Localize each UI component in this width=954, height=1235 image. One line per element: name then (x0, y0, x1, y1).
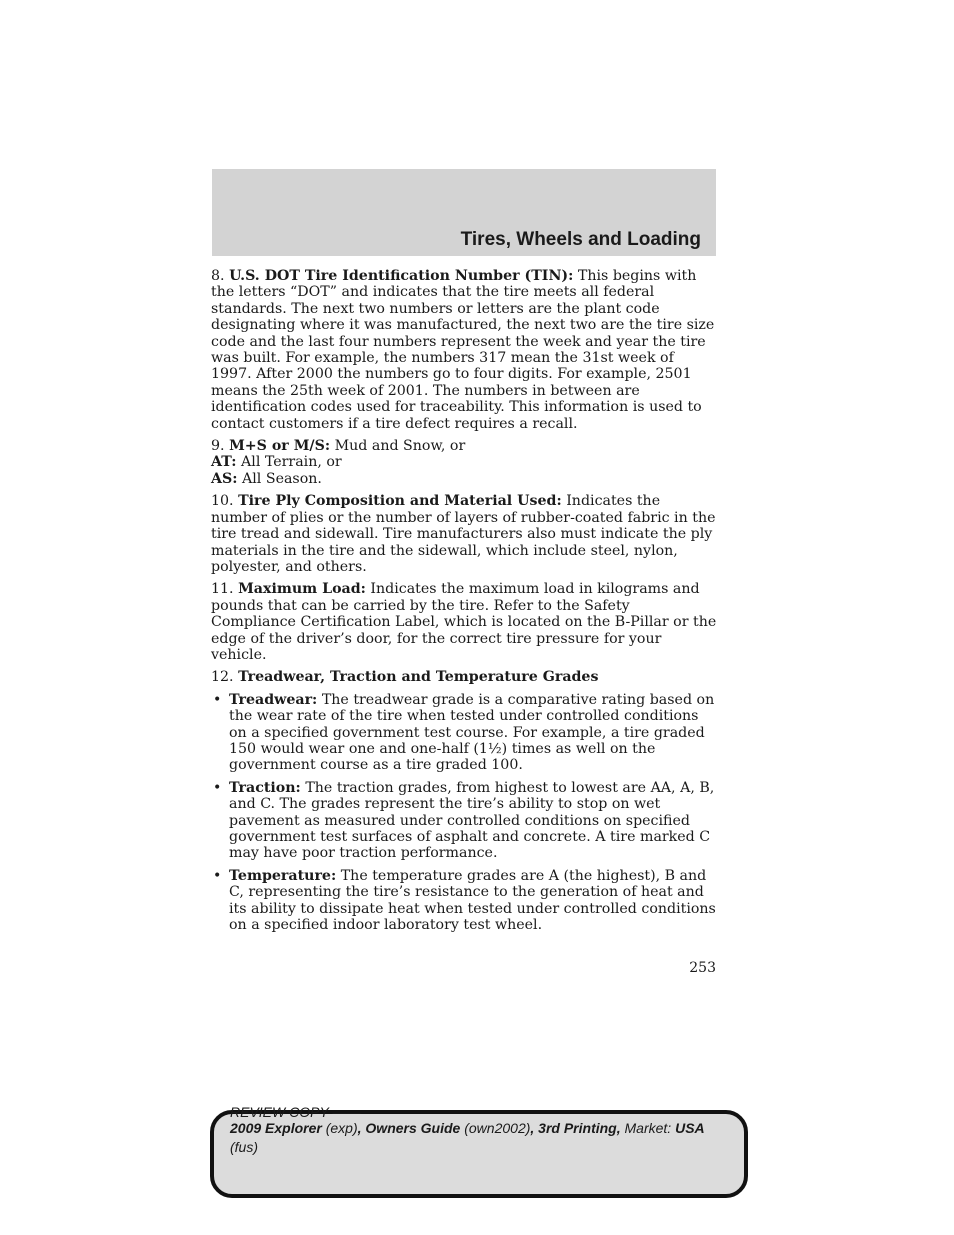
item-text: This begins with the letters “DOT” and indicates that the tire meets all federal standards. The next two numbers or letters are the plant code designating where it was manufactured, the next two are the tire size code and the last four numbers represent the week and year the tire was built. For example, the numbers 317 mean the 31st week of 1997. After 2000 the numbers go to four digits. For example, 2501 means the 25th week of 2001. The numbers in between are identification codes used for traceability. This information is used to contact customers if a tire defect requires a recall. (211, 268, 715, 432)
bullet-label: Temperature: (229, 867, 337, 884)
item-text: Indicates the number of plies or the number of layers of rubber-coated fabric in the tire tread and sidewall. Tire manufacturers also must indicate the ply materials in the tire and the sidewall, which include steel, nylon, polyester, and others. (211, 493, 716, 575)
item-8 (211, 268, 717, 432)
bullet-icon: • (213, 867, 222, 884)
item-11 (211, 581, 717, 663)
bullet-text: The traction grades, from highest to lowest are AA, A, B, and C. The grades represent the tire’s ability to stop on wet pavement as measured under controlled conditions on specified government test surfaces of asphalt and concrete. A tire marked C may have poor traction performance. (229, 779, 715, 862)
page-number: 253 (689, 960, 716, 976)
footer-model: 2009 Explorer (230, 1120, 322, 1136)
item-10 (211, 493, 717, 575)
item-number: 9. (211, 438, 225, 455)
item-label: U.S. DOT Tire Identification Number (TIN): (229, 268, 574, 284)
section-title: Tires, Wheels and Loading (460, 229, 701, 250)
section-header-band (212, 169, 716, 256)
review-copy-label: REVIEW COPY —— (230, 1104, 361, 1120)
bullet-label: Treadwear: (229, 691, 318, 708)
ms-text: Mud and Snow, or (334, 438, 466, 455)
item-12 (211, 669, 717, 685)
as-label: AS: (211, 470, 238, 487)
bullet-text: The treadwear grade is a comparative rating based on the wear rate of the tire when tested under controlled conditions on a specified government test course. For example, a tire graded 150 would wear one and one-half (1½) times as well on the government course as a tire graded 100. (229, 691, 715, 774)
footer-guide: , Owners Guide (357, 1120, 461, 1136)
footer-model-code: (exp) (325, 1120, 358, 1136)
item-number: 8. (211, 268, 225, 284)
bullet-icon: • (213, 691, 222, 708)
list-item-treadwear (211, 692, 717, 774)
footer-market-label: Market: (624, 1120, 672, 1136)
grades-list (211, 692, 717, 934)
item-label: Treadwear, Traction and Temperature Grades (238, 669, 599, 686)
at-text: All Terrain, or (241, 454, 342, 471)
at-label: AT: (211, 454, 237, 471)
item-number: 11. (211, 581, 234, 598)
list-item-temperature (211, 868, 717, 934)
item-number: 12. (211, 669, 234, 686)
footer-printing: , 3rd Printing, (530, 1120, 621, 1136)
list-item-traction (211, 780, 717, 862)
item-9 (211, 438, 717, 487)
bullet-icon: • (213, 779, 222, 796)
ms-label: M+S or M/S: (229, 438, 331, 455)
item-number: 10. (211, 493, 234, 510)
page-content (211, 268, 717, 939)
footer-market-code: (fus) (230, 1139, 258, 1155)
bullet-text: The temperature grades are A (the highest), B and C, representing the tire’s resistance to the generation of heat and its ability to dissipate heat when tested under controlled conditions on a specified indoor laboratory test wheel. (229, 867, 716, 934)
as-text: All Season. (242, 470, 322, 487)
review-footer-text (230, 1104, 735, 1157)
footer-market: USA (675, 1120, 705, 1136)
bullet-label: Traction: (229, 779, 301, 796)
item-text: Indicates the maximum load in kilograms and pounds that can be carried by the tire. Refer to the Safety Compliance Certification Label, which is located on the B-Pillar or the edge of the driver’s door, for the correct tire pressure for your vehicle. (211, 581, 717, 663)
item-label: Maximum Load: (238, 581, 366, 598)
footer-guide-code: (own2002) (464, 1120, 531, 1136)
item-label: Tire Ply Composition and Material Used: (238, 493, 562, 510)
